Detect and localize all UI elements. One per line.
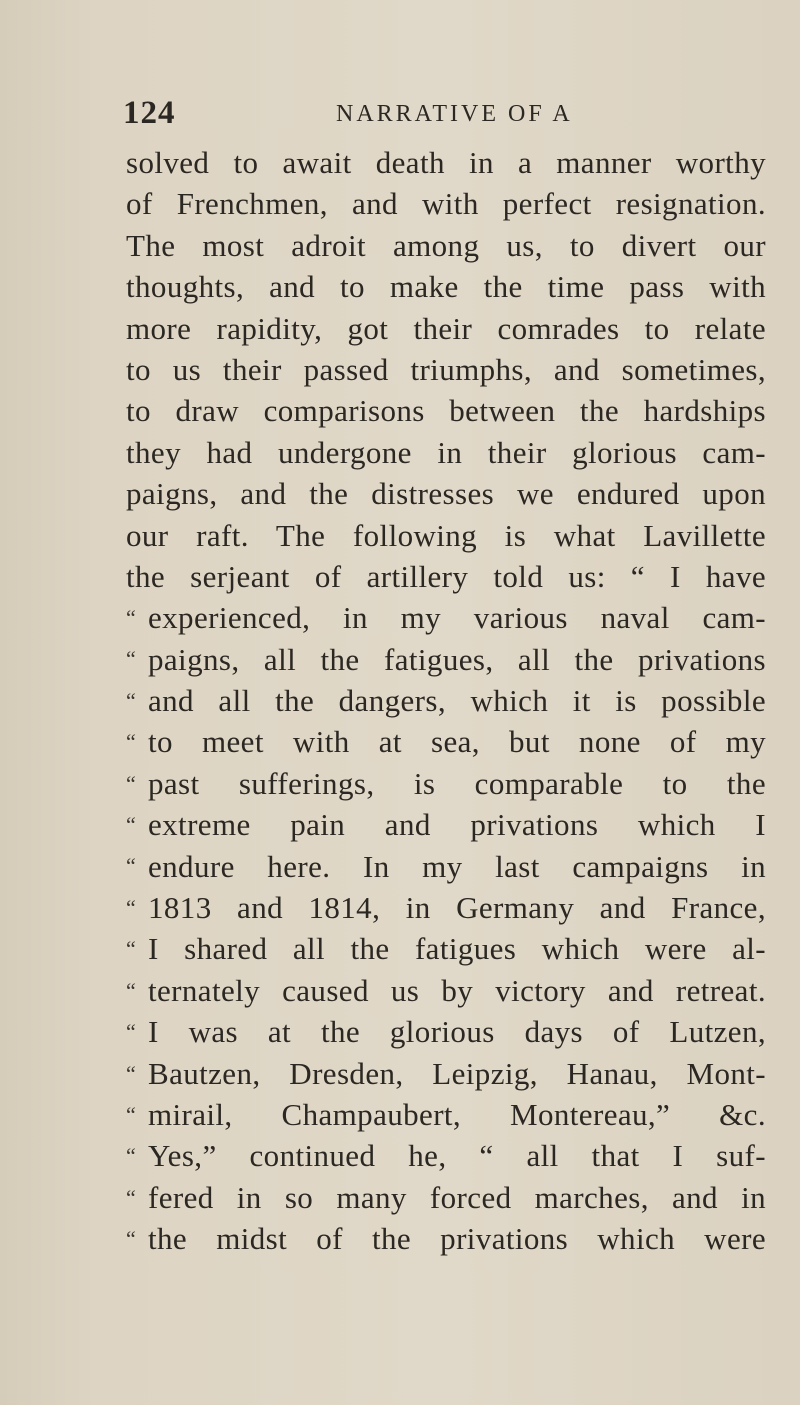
quote-mark: “ [126, 1102, 136, 1127]
quote-mark: “ [126, 1185, 136, 1210]
quote-mark: “ [126, 688, 136, 713]
quoted-text-line: mirail, Champaubert, Montereau,” &c. [148, 1096, 766, 1132]
quoted-text-line: experienced, in my various naval cam- [148, 600, 766, 636]
text-line: the serjeant of artillery told us: “ I have [126, 558, 766, 594]
quote-mark: “ [126, 729, 136, 754]
text-line: they had undergone in their glorious cam- [126, 434, 766, 470]
body-text [126, 142, 766, 1260]
page-header [123, 92, 683, 134]
quote-mark: “ [126, 853, 136, 878]
quoted-text-line: ternately caused us by victory and retreat. [148, 972, 766, 1008]
text-line: The most adroit among us, to divert our [126, 227, 766, 263]
quoted-text-line: to meet with at sea, but none of my [148, 724, 766, 760]
quote-mark: “ [126, 771, 136, 796]
quoted-text-line: paigns, all the fatigues, all the privations [148, 641, 766, 677]
quote-mark: “ [126, 978, 136, 1003]
quoted-text-line: I was at the glorious days of Lutzen, [148, 1014, 766, 1050]
quoted-text-line: Bautzen, Dresden, Leipzig, Hanau, Mont- [148, 1055, 766, 1091]
quote-mark: “ [126, 1061, 136, 1086]
quoted-text-line: Yes,” continued he, “ all that I suf- [148, 1138, 766, 1174]
quote-mark: “ [126, 895, 136, 920]
page-number: 124 [123, 95, 176, 131]
text-line: thoughts, and to make the time pass with [126, 269, 766, 305]
quote-mark: “ [126, 812, 136, 837]
running-head: NARRATIVE OF A [336, 101, 573, 127]
quote-mark: “ [126, 936, 136, 961]
quote-mark: “ [126, 1019, 136, 1044]
quoted-text-line: fered in so many forced marches, and in [148, 1179, 766, 1215]
text-line: to us their passed triumphs, and sometimes, [126, 351, 766, 387]
text-line: of Frenchmen, and with perfect resignation. [126, 186, 766, 222]
quote-mark: “ [126, 605, 136, 630]
quoted-text-line: extreme pain and privations which I [148, 807, 766, 843]
quoted-text-line: the midst of the privations which were [148, 1221, 766, 1257]
text-line: our raft. The following is what Lavillette [126, 517, 766, 553]
text-line: paigns, and the distresses we endured upon [126, 476, 766, 512]
text-line: to draw comparisons between the hardships [126, 393, 766, 429]
text-line: more rapidity, got their comrades to relate [126, 310, 766, 346]
quoted-text-line: I shared all the fatigues which were al- [148, 931, 766, 967]
quoted-text-line: 1813 and 1814, in Germany and France, [148, 890, 766, 926]
quote-mark: “ [126, 1143, 136, 1168]
quote-mark: “ [126, 646, 136, 671]
quoted-text-line: past sufferings, is comparable to the [148, 765, 766, 801]
quoted-text-line: and all the dangers, which it is possible [148, 683, 766, 719]
quote-mark: “ [126, 1226, 136, 1251]
quoted-text-line: endure here. In my last campaigns in [148, 848, 766, 884]
text-line: solved to await death in a manner worthy [126, 145, 766, 180]
